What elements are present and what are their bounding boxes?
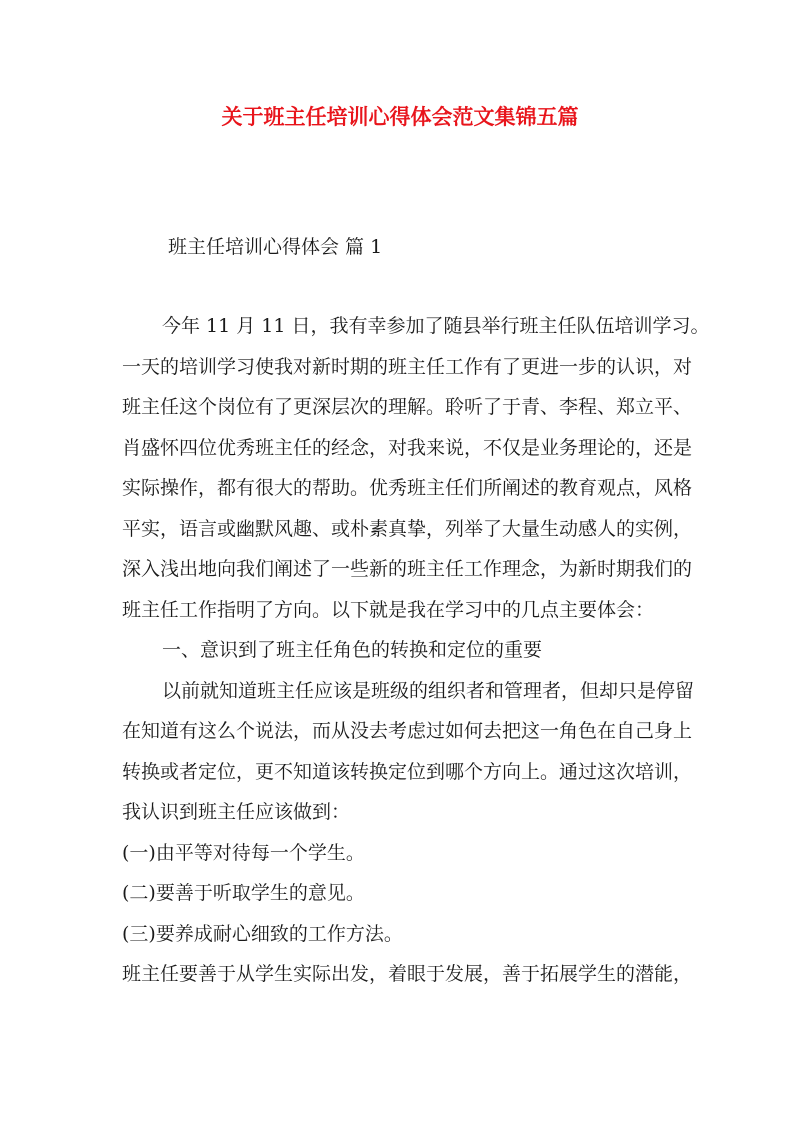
list-item: (一)由平等对待每一个学生。 — [122, 841, 365, 864]
subheading-line: 一、意识到了班主任角色的转换和定位的重要 — [162, 639, 543, 661]
document-title: 关于班主任培训心得体会范文集锦五篇 — [221, 104, 579, 129]
list-item: (二)要善于听取学生的意见。 — [122, 882, 365, 904]
paragraph-line: 转换或者定位，更不知道该转换定位到哪个方向上。通过这次培训， — [122, 760, 693, 783]
section-heading: 班主任培训心得体会 篇 1 — [168, 236, 383, 258]
paragraph-line: 我认识到班主任应该做到： — [122, 801, 351, 823]
paragraph-line: 肖盛怀四位优秀班主任的经念，对我来说，不仅是业务理论的，还是 — [122, 436, 693, 459]
paragraph-line: 今年 11 月 11 日，我有幸参加了随县举行班主任队伍培训学习。 — [162, 315, 710, 337]
paragraph-line: 班主任要善于从学生实际出发，着眼于发展，善于拓展学生的潜能， — [122, 963, 693, 985]
paragraph-line: 以前就知道班主任应该是班级的组织者和管理者，但却只是停留 — [162, 679, 695, 702]
paragraph-line: 班主任工作指明了方向。以下就是我在学习中的几点主要体会： — [122, 598, 655, 621]
paragraph-line: 在知道有这么个说法，而从没去考虑过如何去把这一角色在自己身上 — [122, 720, 693, 742]
paragraph-line: 平实，语言或幽默风趣、或朴素真挚，列举了大量生动感人的实例， — [122, 517, 693, 540]
paragraph-line: 班主任这个岗位有了更深层次的理解。聆听了于青、李程、郑立平、 — [122, 396, 693, 418]
paragraph-line: 实际操作，都有很大的帮助。优秀班主任们所阐述的教育观点，风格 — [122, 477, 693, 499]
paragraph-line: 一天的培训学习使我对新时期的班主任工作有了更进一步的认识，对 — [122, 355, 693, 378]
body-text — [122, 306, 710, 995]
paragraph-line: 深入浅出地向我们阐述了一些新的班主任工作理念，为新时期我们的 — [122, 558, 693, 580]
list-item: (三)要养成耐心细致的工作方法。 — [122, 922, 403, 945]
